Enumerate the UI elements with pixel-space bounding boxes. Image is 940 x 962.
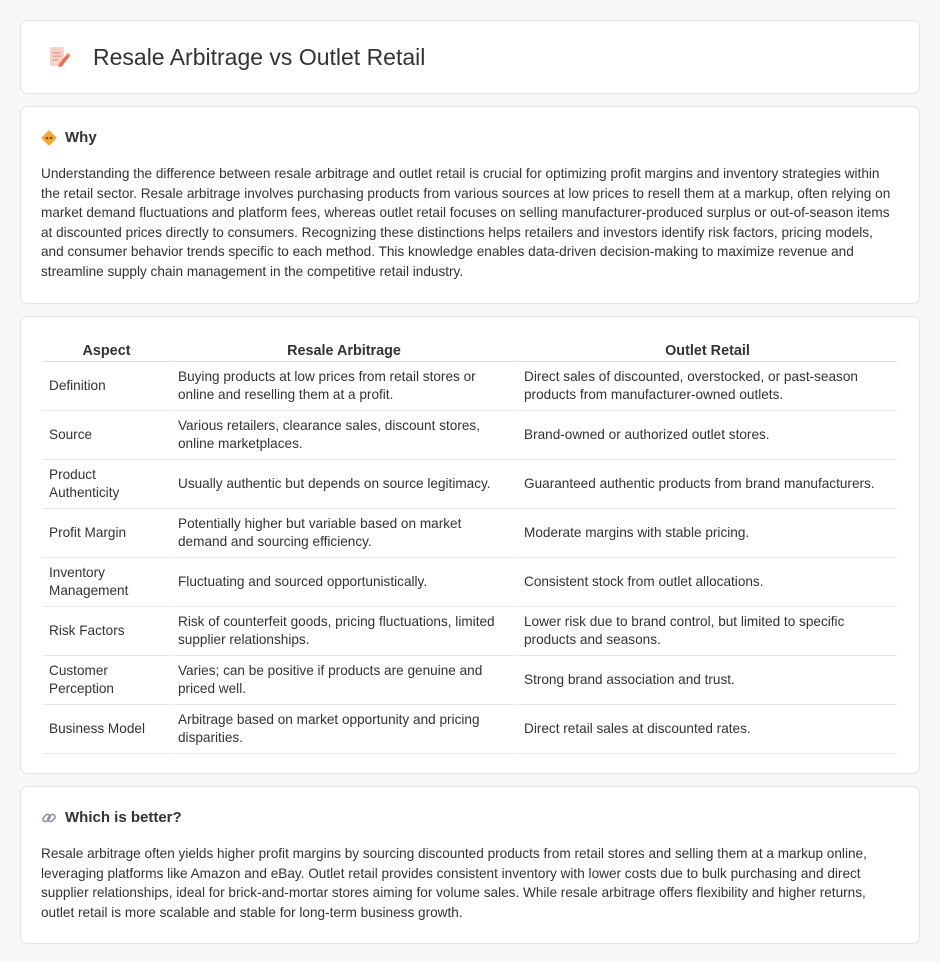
why-title: Why	[65, 129, 97, 146]
outlet-cell: Consistent stock from outlet allocations.	[518, 558, 897, 607]
outlet-cell: Moderate margins with stable pricing.	[518, 509, 897, 558]
outlet-cell: Direct retail sales at discounted rates.	[518, 705, 897, 754]
aspect-cell: Inventory Management	[43, 558, 170, 607]
table-row	[43, 607, 897, 656]
aspect-cell: Profit Margin	[43, 509, 170, 558]
link-icon	[41, 810, 57, 826]
header-resale-arbitrage: Resale Arbitrage	[172, 339, 516, 362]
resale-cell: Buying products at low prices from retail stores or online and reselling them at a profit.	[172, 362, 516, 411]
table-row	[43, 656, 897, 705]
diamond-sign-icon	[41, 130, 57, 146]
resale-cell: Usually authentic but depends on source legitimacy.	[172, 460, 516, 509]
aspect-cell: Risk Factors	[43, 607, 170, 656]
outlet-cell: Lower risk due to brand control, but limited to specific products and seasons.	[518, 607, 897, 656]
why-section	[20, 106, 920, 304]
table-row	[43, 411, 897, 460]
aspect-cell: Product Authenticity	[43, 460, 170, 509]
better-text: Resale arbitrage often yields higher profit margins by sourcing discounted products from retail stores and selling them at a markup online, leveraging platforms like Amazon and eBay. Outlet retail provides consistent inventory with lower costs due to bulk purchasing and direct supplier relationships, ideal for brick-and-mortar stores aiming for volume sales. While resale arbitrage offers flexibility and higher returns, outlet retail is more scalable and stable for long-term business growth.	[41, 846, 867, 920]
table-row	[43, 509, 897, 558]
resale-cell: Potentially higher but variable based on market demand and sourcing efficiency.	[172, 509, 516, 558]
why-header	[41, 129, 899, 146]
table-header-row	[43, 339, 897, 362]
header-outlet-retail: Outlet Retail	[518, 339, 897, 362]
aspect-cell: Definition	[43, 362, 170, 411]
resale-cell: Various retailers, clearance sales, discount stores, online marketplaces.	[172, 411, 516, 460]
header-card	[20, 20, 920, 94]
outlet-cell: Strong brand association and trust.	[518, 656, 897, 705]
table-row	[43, 705, 897, 754]
why-text: Understanding the difference between resale arbitrage and outlet retail is crucial for optimizing profit margins and inventory strategies within the retail sector. Resale arbitrage involves purchasing products from various sources at low prices to resell them at a markup, often relying on market demand fluctuations and platform fees, whereas outlet retail focuses on selling manufacturer-produced surplus or out-of-season items at discounted prices directly to consumers. Recognizing these distinctions helps retailers and investors identify risk factors, pricing models, and consumer behavior trends specific to each method. This knowledge enables data-driven decision-making to maximize revenue and streamline supply chain management in the competitive retail industry.	[41, 166, 891, 279]
outlet-cell: Direct sales of discounted, overstocked, or past-season products from manufacturer-owned outlets.	[518, 362, 897, 411]
aspect-cell: Source	[43, 411, 170, 460]
comparison-table	[41, 339, 899, 754]
table-row	[43, 558, 897, 607]
outlet-cell: Guaranteed authentic products from brand manufacturers.	[518, 460, 897, 509]
resale-cell: Varies; can be positive if products are genuine and priced well.	[172, 656, 516, 705]
resale-cell: Risk of counterfeit goods, pricing fluctuations, limited supplier relationships.	[172, 607, 516, 656]
outlet-cell: Brand-owned or authorized outlet stores.	[518, 411, 897, 460]
page-title: Resale Arbitrage vs Outlet Retail	[93, 43, 426, 70]
document-pencil-icon	[47, 45, 71, 69]
which-is-better-section	[20, 786, 920, 944]
aspect-cell: Customer Perception	[43, 656, 170, 705]
resale-cell: Fluctuating and sourced opportunistically.	[172, 558, 516, 607]
better-title: Which is better?	[65, 809, 182, 826]
comparison-table-card	[20, 316, 920, 774]
header-aspect: Aspect	[43, 339, 170, 362]
aspect-cell: Business Model	[43, 705, 170, 754]
table-row	[43, 460, 897, 509]
table-row	[43, 362, 897, 411]
better-header	[41, 809, 899, 826]
resale-cell: Arbitrage based on market opportunity and pricing disparities.	[172, 705, 516, 754]
